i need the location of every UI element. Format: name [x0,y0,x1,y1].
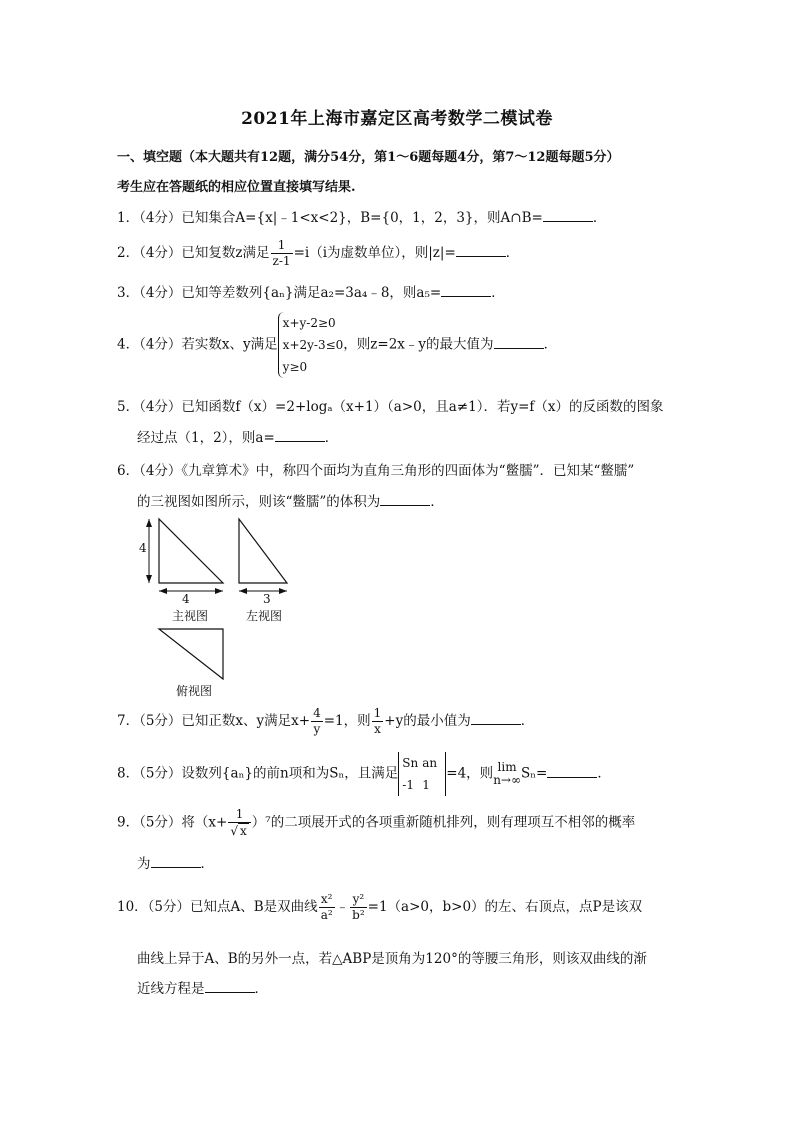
constraint-3: y≥0 [282,360,308,374]
arrow-up [146,519,152,527]
front-view-label: 主视图 [172,609,209,623]
fraction [372,706,384,737]
question-9-text: 9．（5分）将（x+ [117,814,228,831]
question-3-text: 3．（4分）已知等差数列{aₙ}满足a₂=3a₄﹣8，则a₅= [117,285,442,301]
period: ． [520,713,535,729]
period: ． [597,765,611,782]
fraction [319,892,335,923]
answer-blank [494,336,544,349]
period: ． [254,981,268,997]
question-2-text-post: =i（i为虚数单位），则|z|= [293,245,456,261]
question-5: 5．（4分）已知函数f（x）=2+logₐ（x+1）（a>0，且a≠1）．若y=f（x）的反函数的图象 [117,399,664,415]
answer-blank [471,712,521,725]
question-1 [117,206,606,226]
arrow-right [279,588,287,594]
question-10-text-post: =1（a>0，b>0）的左、右顶点，点P是该双 [367,899,643,915]
question-10-text: 近线方程是 [137,981,205,997]
question-1-text: 1．（4分）已知集合A={x|﹣1<x<2}，B={0，1，2，3}，则A∩B= [117,210,543,226]
question-5-text: 经过点（1，2），则a= [137,430,275,446]
question-10-text: 10．（5分）已知点A、B是双曲线 [117,899,318,915]
question-8-text: 8．（5分）设数列{aₙ}的前n项和为Sₙ，且满足 [117,765,399,782]
determinant [398,752,446,796]
top-view-triangle [159,629,223,679]
numerator: 4 [313,706,321,720]
constraint-1: x+y-2≥0 [282,316,336,330]
front-view-triangle [159,519,223,583]
numerator: 1 [271,238,293,254]
denominator: x [374,722,381,736]
denominator: b² [352,908,365,922]
question-2-text: 2．（4分）已知复数z满足 [117,245,270,261]
question-10-line-3 [137,977,268,997]
question-8-text-post: Sₙ= [520,765,548,782]
minus-sign: ﹣ [335,899,350,915]
answer-blank [441,284,491,297]
question-4-text-post: ，则z=2x﹣y的最大值为 [343,336,494,353]
question-8-text-mid: =4，则 [446,765,494,782]
answer-blank [456,244,506,257]
matrix-entry: Sn [402,756,419,770]
matrix-entry: -1 [402,778,414,792]
front-height-label: 4 [139,541,147,555]
section-heading: 一、填空题（本大题共有12题，满分54分，第1～6题每题4分，第7～12题每题5分） [117,150,620,165]
question-7-text-post: +y的最小值为 [384,713,471,729]
answer-blank [151,855,201,868]
question-10-line-2: 曲线上异于A、B的另外一点，若△ABP是顶角为120°的等腰三角形，则该双曲线的渐 [137,951,647,967]
numerator: x² [319,892,335,908]
front-width-label: 4 [182,592,190,606]
constraint-2: x+2y-3≤0 [282,338,344,352]
arrow-left [239,588,247,594]
period: ． [505,245,520,261]
period: ． [592,210,607,226]
question-7-text: 7．（5分）已知正数x、y满足x+ [117,713,311,729]
question-4 [117,312,557,378]
numerator: y² [350,892,367,908]
inequality-system [278,312,344,378]
denominator: z-1 [272,254,291,268]
fraction [271,238,293,269]
question-6: 6．（4分）《九章算术》中，称四个面均为直角三角形的四面体为“鳖臑”．已知某“鳖臑” [117,463,635,479]
question-6-text: 的三视图如图所示，则该“鳖臑”的体积为 [137,494,381,510]
page-title: 2021年上海市嘉定区高考数学二模试卷 [241,109,553,129]
question-6-line-2 [137,490,444,510]
limit [493,761,521,787]
question-7 [117,706,534,737]
radicand: x [240,824,247,838]
section-instruction: 考生应在答题纸的相应位置直接填写结果. [117,180,356,195]
question-3 [117,281,505,301]
fraction [350,892,367,923]
limit-top: lim [497,760,517,774]
fraction [311,706,323,737]
matrix-entry: 1 [422,778,430,792]
denominator: a² [320,908,333,922]
question-10 [117,892,642,923]
period: ． [491,285,505,301]
denominator: √ x [230,824,247,838]
period: ． [200,856,214,872]
answer-blank [380,493,430,506]
side-view-triangle [239,519,287,583]
question-9-text-post: ）⁷的二项展开式的各项重新随机排列，则有理项互不相邻的概率 [251,814,636,831]
numerator: 1 [228,807,250,823]
period: ． [430,494,444,510]
question-2 [117,238,519,269]
arrow-right [215,588,223,594]
top-view-label: 俯视图 [176,684,213,698]
numerator: 1 [373,706,382,720]
arrow-left [159,588,167,594]
answer-blank [205,980,255,993]
matrix-entry: an [422,756,438,770]
three-view-figure [135,515,295,695]
question-9-line-2 [137,852,214,872]
arrow-down [146,575,152,583]
period: ． [324,430,339,446]
period: ． [543,336,558,353]
question-5-line-2 [137,426,338,446]
denominator: y [313,722,321,736]
question-7-text-mid: =1，则 [323,713,371,729]
fraction [228,807,250,839]
question-8 [117,752,611,796]
limit-bottom: n→∞ [493,773,521,787]
question-9-text: 为 [137,856,151,872]
answer-blank [547,765,597,778]
side-width-label: 3 [263,592,271,606]
answer-blank [275,429,325,442]
question-9 [117,807,635,839]
question-4-text: 4．（4分）若实数x、y满足 [117,336,278,353]
side-view-label: 左视图 [246,609,283,623]
answer-blank [543,209,593,222]
